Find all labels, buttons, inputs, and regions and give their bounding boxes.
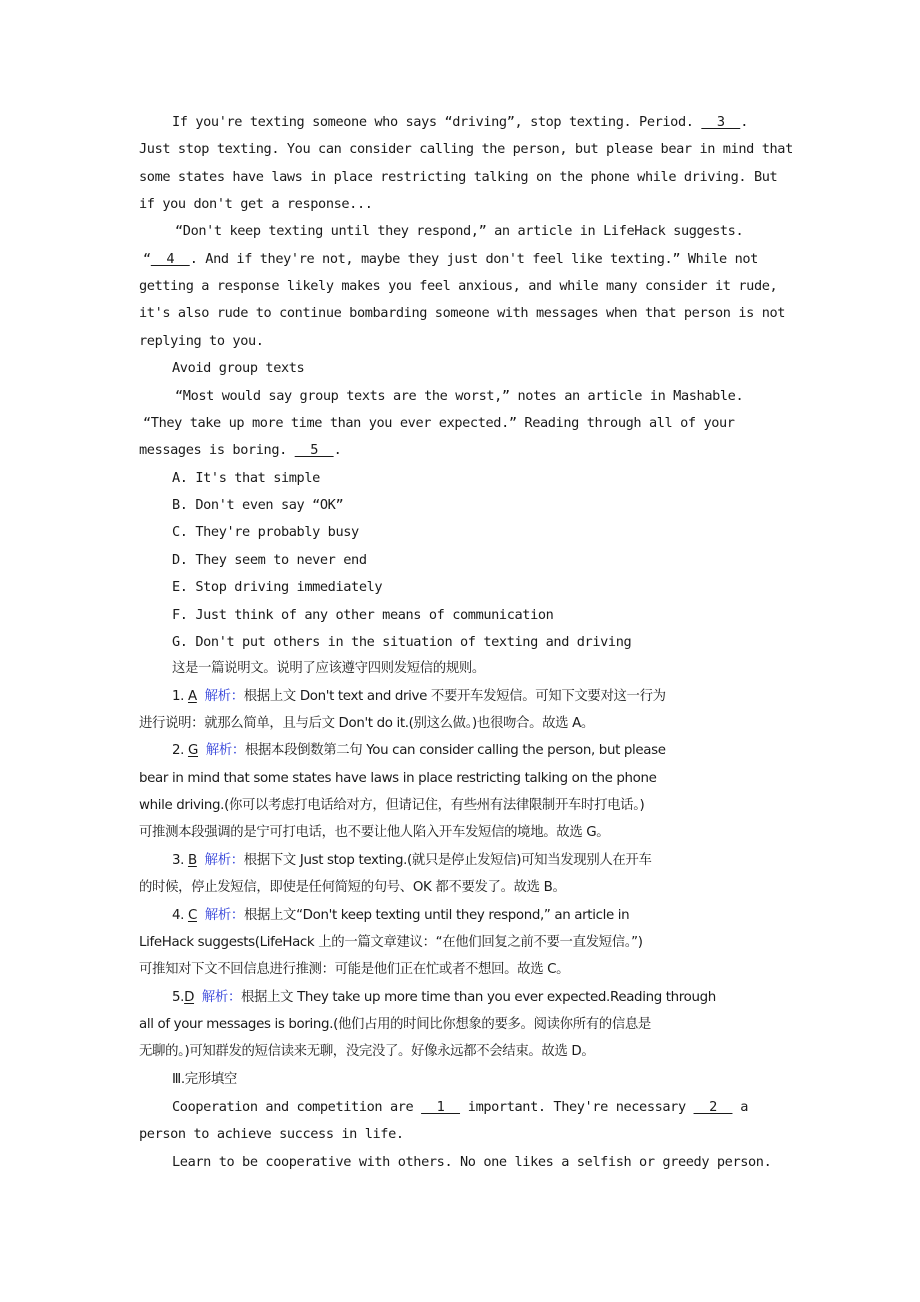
passage-line bbox=[139, 440, 341, 460]
answer-2 bbox=[172, 741, 666, 761]
cloze-line: Learn to be cooperative with others. No one likes a selfish or greedy person. bbox=[172, 1154, 772, 1170]
analysis-label: 解析： bbox=[201, 990, 241, 1005]
analysis-line: bear in mind that some states have laws in place restricting talking on the phone bbox=[139, 771, 657, 786]
text: If you're texting someone who says “driving”, stop texting. Period. bbox=[172, 114, 702, 130]
analysis-text: 根据上文“Don't keep texting until they respond,” an article in bbox=[243, 908, 630, 923]
passage-line: getting a response likely makes you feel anxious, and while many consider it rude, bbox=[139, 278, 778, 294]
answer-number: 4. bbox=[172, 908, 188, 923]
blank-2[interactable]: 2 bbox=[693, 1099, 733, 1115]
analysis-label: 解析： bbox=[204, 689, 244, 704]
passage-line: it's also rude to continue bombarding someone with messages when that person is not bbox=[139, 305, 786, 321]
option-e: E. Stop driving immediately bbox=[172, 579, 383, 595]
passage-line: “They take up more time than you ever expected.” Reading through all of your bbox=[143, 415, 735, 431]
answer-letter: C bbox=[187, 908, 197, 923]
blank-5[interactable]: 5 bbox=[294, 442, 334, 458]
analysis-label: 解析： bbox=[204, 908, 244, 923]
answer-number: 1. bbox=[172, 689, 188, 704]
text: Cooperation and competition are bbox=[172, 1099, 422, 1115]
analysis-label: 解析： bbox=[205, 743, 245, 758]
analysis-text: 根据上文 Don't text and drive 不要开车发短信。可知下文要对这一行为 bbox=[243, 689, 666, 704]
analysis-label: 解析： bbox=[204, 853, 244, 868]
text: “ bbox=[143, 251, 151, 267]
passage-line: “Don't keep texting until they respond,” an article in LifeHack suggests. bbox=[175, 223, 744, 239]
analysis-line: 可推知对下文不回信息进行推测：可能是他们正在忙或者不想回。故选 C。 bbox=[139, 962, 570, 977]
text: a bbox=[732, 1099, 749, 1115]
section-heading: Avoid group texts bbox=[172, 360, 305, 376]
analysis-text: 根据上文 They take up more time than you ever expected.Reading through bbox=[241, 990, 716, 1005]
answer-letter: B bbox=[187, 853, 197, 868]
passage-line: if you don't get a response... bbox=[139, 196, 373, 212]
answer-letter: G bbox=[187, 743, 199, 758]
answer-5 bbox=[172, 988, 716, 1008]
analysis-line: 无聊的。)可知群发的短信读来无聊，没完没了。好像永远都不会结束。故选 D。 bbox=[139, 1044, 595, 1059]
analysis-line: while driving.(你可以考虑打电话给对方，但请记住，有些州有法律限制开车时打电话。) bbox=[139, 798, 645, 813]
answer-4 bbox=[172, 906, 629, 926]
passage-line: Just stop texting. You can consider calling the person, but please bear in mind that bbox=[139, 141, 793, 157]
summary: 这是一篇说明文。说明了应该遵守四则发短信的规则。 bbox=[172, 661, 485, 676]
blank-3[interactable]: 3 bbox=[701, 114, 741, 130]
text: . bbox=[740, 114, 749, 130]
analysis-text: 根据本段倒数第二句 You can consider calling the person, but please bbox=[244, 743, 666, 758]
section-3-heading: Ⅲ.完形填空 bbox=[172, 1072, 237, 1087]
answer-1 bbox=[172, 687, 666, 707]
option-c: C. They're probably busy bbox=[172, 524, 359, 540]
answer-number: 5. bbox=[172, 990, 185, 1005]
answer-letter: A bbox=[187, 689, 197, 704]
cloze-line: person to achieve success in life. bbox=[139, 1126, 404, 1142]
analysis-text: 根据下文 Just stop texting.(就只是停止发短信)可知当发现别人在开车 bbox=[243, 853, 652, 868]
option-a: A. It's that simple bbox=[172, 470, 320, 486]
analysis-line: 的时候，停止发短信，即使是任何简短的句号、OK 都不要发了。故选 B。 bbox=[139, 880, 566, 895]
text: important. They're necessary bbox=[460, 1099, 694, 1115]
answer-number: 3. bbox=[172, 853, 188, 868]
passage-line: replying to you. bbox=[139, 333, 264, 349]
passage-line: some states have laws in place restricting talking on the phone while driving. But bbox=[139, 169, 778, 185]
answer-3 bbox=[172, 851, 652, 871]
answer-number: 2. bbox=[172, 743, 188, 758]
option-g: G. Don't put others in the situation of texting and driving bbox=[172, 634, 632, 650]
passage-line bbox=[143, 249, 758, 269]
blank-1[interactable]: 1 bbox=[421, 1099, 461, 1115]
blank-4[interactable]: 4 bbox=[150, 251, 190, 267]
option-d: D. They seem to never end bbox=[172, 552, 367, 568]
answer-letter: D bbox=[184, 990, 195, 1005]
text: . bbox=[333, 442, 342, 458]
text: messages is boring. bbox=[139, 442, 295, 458]
passage-line bbox=[172, 112, 748, 132]
passage-line: “Most would say group texts are the worst,” notes an article in Mashable. bbox=[175, 388, 744, 404]
text: . And if they're not, maybe they just don't feel like texting.” While not bbox=[189, 251, 758, 267]
analysis-line: 进行说明：就那么简单，且与后文 Don't do it.(别这么做。)也很吻合。故选 A。 bbox=[139, 716, 594, 731]
option-b: B. Don't even say “OK” bbox=[172, 497, 344, 513]
analysis-line: all of your messages is boring.(他们占用的时间比你想象的要多。阅读你所有的信息是 bbox=[139, 1017, 651, 1032]
analysis-line: 可推测本段强调的是宁可打电话，也不要让他人陷入开车发短信的境地。故选 G。 bbox=[139, 825, 610, 840]
option-f: F. Just think of any other means of communication bbox=[172, 607, 554, 623]
cloze-line bbox=[172, 1097, 748, 1117]
analysis-line: LifeHack suggests(LifeHack 上的一篇文章建议：“在他们回复之前不要一直发短信。”) bbox=[139, 935, 643, 950]
